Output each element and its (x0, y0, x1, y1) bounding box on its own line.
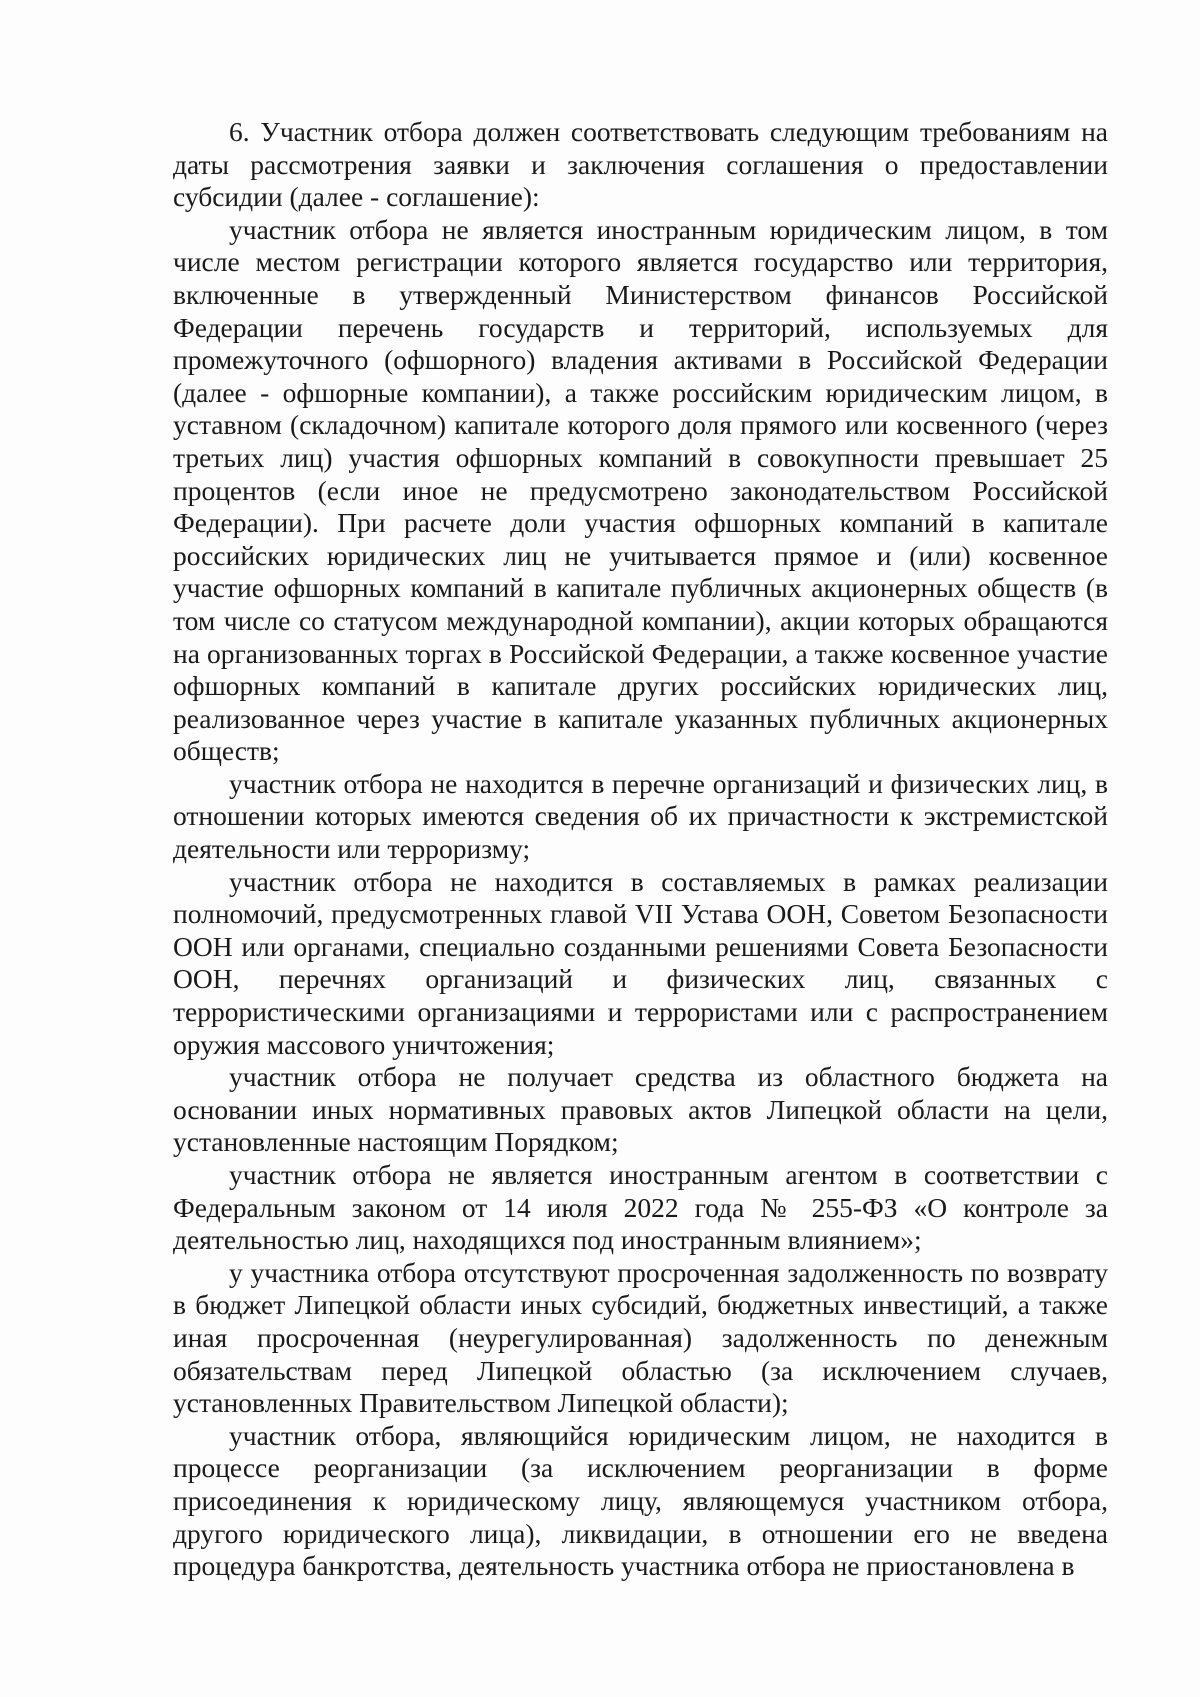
paragraph-overdue-debt: у участника отбора отсутствуют просроченная задолженность по возврату в бюджет Липецкой области иных субсидий, бюджетных инвестиций, а также иная просроченная (неурегулированная) задолженность по денежным обязательствам перед Липецкой областью (за исключением случаев, установленных Правительством Липецкой области); (173, 1256, 1108, 1419)
paragraph-un-security-council: участник отбора не находится в составляемых в рамках реализации полномочий, предусмотренных главой VII Устава ООН, Советом Безопасности ООН или органами, специально созданными решениями Совета Безопасности ООН, перечнях организаций и физических лиц, связанных с террористическими организациями и террористами или с распространением оружия массового уничтожения; (173, 865, 1108, 1060)
paragraph-requirements-intro: 6. Участник отбора должен соответствовать следующим требованиям на даты рассмотрения заявки и заключения соглашения о предоставлении субсидии (далее - соглашение): (173, 116, 1108, 213)
paragraph-extremism-list: участник отбора не находится в перечне организаций и физических лиц, в отношении которых имеются сведения об их причастности к экстремистской деятельности или терроризму; (173, 767, 1108, 865)
paragraph-foreign-agent: участник отбора не является иностранным агентом в соответствии с Федеральным законом от 14 июля 2022 года № 255-ФЗ «О контроле за деятельностью лиц, находящихся под иностранным влиянием»; (173, 1159, 1108, 1256)
paragraph-reorganization: участник отбора, являющийся юридическим лицом, не находится в процессе реорганизации (за исключением реорганизации в форме присоединения к юридическому лицу, являющемуся участником отбора, другого юридического лица), ликвидации, в отношении его не введена процедура банкротства, деятельность участника отбора не приостановлена в (173, 1419, 1108, 1582)
paragraph-offshore: участник отбора не является иностранным юридическим лицом, в том числе местом регистрации которого является государство или территория, включенные в утвержденный Министерством финансов Российской Федерации перечень государств и территорий, используемых для промежуточного (офшорного) владения активами в Российской Федерации (далее - офшорные компании), а также российским юридическим лицом, в уставном (складочном) капитале которого доля прямого или косвенного (через третьих лиц) участия офшорных компаний в совокупности превышает 25 процентов (если иное не предусмотрено законодательством Российской Федерации). При расчете доли участия офшорных компаний в капитале российских юридических лиц не учитывается прямое и (или) косвенное участие офшорных компаний в капитале публичных акционерных обществ (в том числе со статусом международной компании), акции которых обращаются на организованных торгах в Российской Федерации, а также косвенное участие офшорных компаний в капитале других российских юридических лиц, реализованное через участие в капитале указанных публичных акционерных обществ; (173, 213, 1108, 767)
document-body (173, 116, 1108, 1583)
paragraph-regional-budget: участник отбора не получает средства из областного бюджета на основании иных нормативных правовых актов Липецкой области на цели, установленные настоящим Порядком; (173, 1061, 1108, 1158)
